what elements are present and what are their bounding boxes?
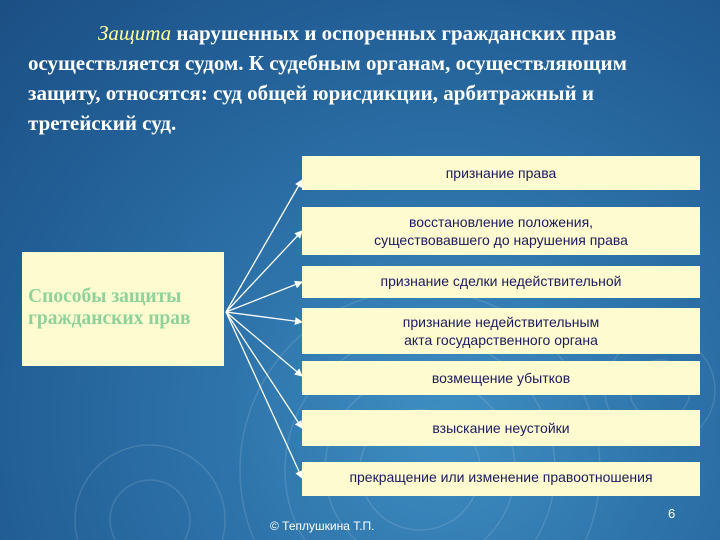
connector-arrow-2: [226, 231, 302, 312]
connector-arrow-1: [226, 180, 302, 312]
footer-author: © Теплушкина Т.П.: [270, 519, 375, 533]
connector-arrow-7: [226, 312, 302, 478]
method-label: признание сделки недействительной: [380, 273, 622, 289]
slide-number: 6: [668, 506, 676, 521]
connector-arrow-3: [226, 282, 302, 312]
method-box-invalid-transaction: [302, 266, 700, 298]
connector-arrow-5: [226, 312, 302, 376]
method-box-compensation-of-losses: [302, 361, 700, 395]
intro-text: нарушенных и оспоренных гражданских прав осуществляется судом. К судебным органам, осуществляющим защиту, относятся: суд общей юрисдикции, арбитражный и третейский суд.: [28, 21, 627, 135]
method-label: признание недействительным акта государственного органа: [402, 314, 600, 348]
method-label: взыскание неустойки: [432, 420, 570, 436]
connector-arrow-4: [226, 312, 302, 322]
source-label: Способы защиты гражданских прав: [28, 286, 191, 329]
method-label: прекращение или изменение правоотношения: [349, 469, 653, 485]
source-box: [22, 252, 224, 366]
method-box-penalty-recovery: [302, 410, 700, 446]
connector-arrow-6: [226, 312, 302, 428]
method-label: признание права: [445, 165, 557, 181]
method-box-invalid-state-act: [302, 308, 700, 354]
method-label: возмещение убытков: [431, 370, 571, 386]
method-box-recognition-of-right: [302, 156, 700, 190]
method-box-restoration-of-position: [302, 207, 700, 255]
intro-emphasis: Защита: [98, 21, 172, 45]
method-box-termination-of-relationship: [302, 462, 700, 496]
method-label: восстановление положения, существовавшего до нарушения права: [374, 214, 628, 248]
